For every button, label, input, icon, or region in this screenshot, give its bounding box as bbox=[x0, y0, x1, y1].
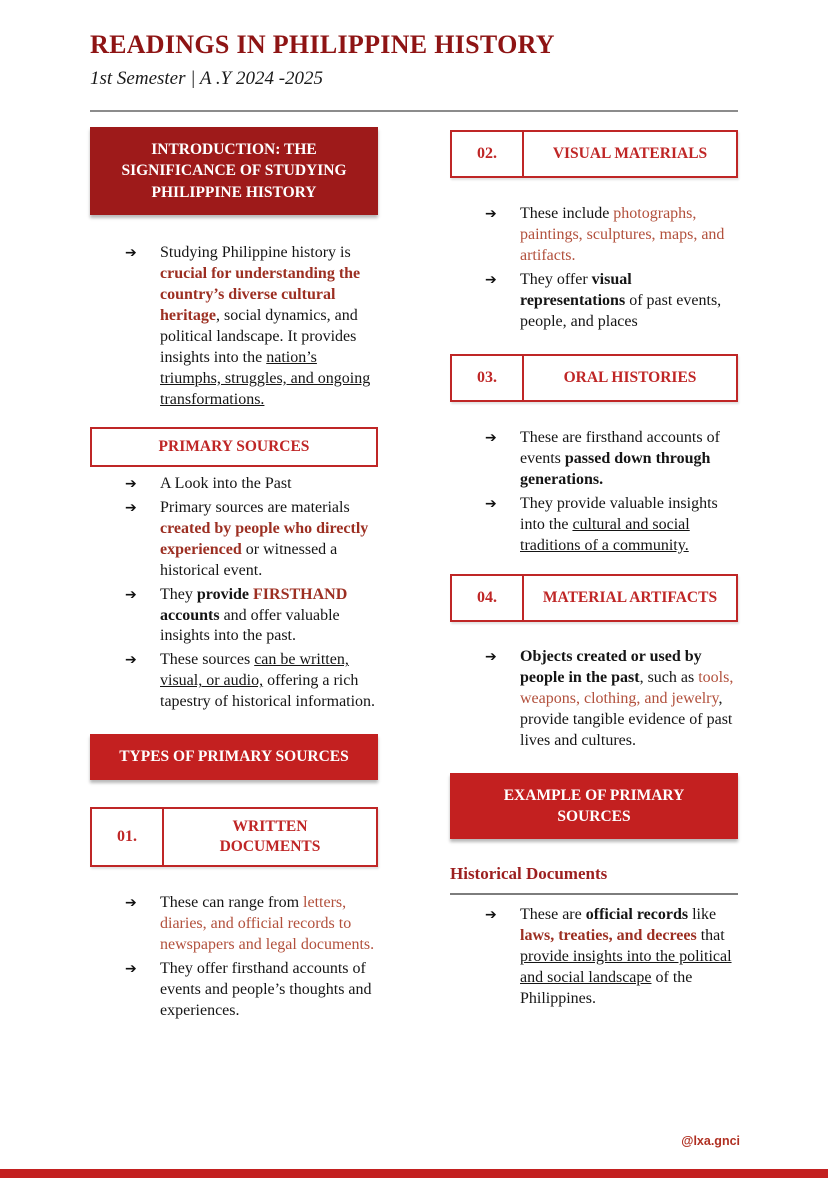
bullet-item bbox=[485, 905, 738, 1010]
arrow-bullet-icon: ➔ bbox=[485, 907, 497, 924]
bullet-text: These can range from letters, diaries, and official records to newspapers and legal documents. bbox=[160, 893, 375, 953]
bullet-text: They offer visual representations of past events, people, and places bbox=[520, 271, 722, 330]
bullet-item bbox=[485, 647, 738, 752]
bullet-item bbox=[125, 585, 378, 648]
content-columns bbox=[0, 112, 828, 1025]
bullet-item bbox=[125, 498, 378, 582]
oral-histories-number: 03. bbox=[452, 356, 524, 400]
material-artifacts-box bbox=[450, 574, 738, 622]
arrow-bullet-icon: ➔ bbox=[125, 586, 137, 603]
arrow-bullet-icon: ➔ bbox=[485, 272, 497, 288]
bottom-red-bar bbox=[0, 1169, 828, 1178]
bullet-text: Studying Philippine history is crucial for understanding the country’s diverse cultural heritage, social dynamics, and political landscape. It provides insights into the nation’s triumphs, struggles, and ongoing transformations. bbox=[160, 244, 371, 408]
visual-materials-label: VISUAL MATERIALS bbox=[552, 145, 708, 162]
bullet-item bbox=[485, 270, 738, 333]
visual-materials-box bbox=[450, 130, 738, 178]
historical-documents-heading: Historical Documents bbox=[450, 864, 608, 884]
example-banner: EXAMPLE OF PRIMARY SOURCES bbox=[450, 773, 738, 840]
bullet-text: Objects created or used by people in the past, such as tools, weapons, clothing, and jewelry, provide tangible evidence of past lives and cultures. bbox=[520, 647, 734, 749]
intro-bullets bbox=[90, 243, 378, 411]
arrow-bullet-icon: ➔ bbox=[125, 894, 137, 911]
material-artifacts-number: 04. bbox=[452, 576, 524, 620]
written-documents-box bbox=[90, 807, 378, 867]
written-documents-bullets bbox=[90, 893, 378, 1022]
arrow-bullet-icon: ➔ bbox=[485, 495, 497, 512]
material-artifacts-label: MATERIAL ARTIFACTS bbox=[542, 588, 718, 606]
bullet-text: They provide valuable insights into the cultural and social traditions of a community. bbox=[520, 494, 718, 554]
primary-sources-header: PRIMARY SOURCES bbox=[90, 427, 378, 467]
credit-handle: @lxa.gnci bbox=[681, 1134, 740, 1148]
oral-histories-box bbox=[450, 354, 738, 402]
written-documents-number: 01. bbox=[92, 809, 164, 865]
page-subtitle: 1st Semester | A .Y 2024 -2025 bbox=[90, 68, 324, 89]
bullet-item bbox=[485, 204, 738, 267]
written-documents-label: WRITTEN DOCUMENTS bbox=[219, 817, 321, 855]
bullet-item bbox=[485, 428, 738, 491]
bullet-text: These sources can be written, visual, or audio, offering a rich tapestry of historical information. bbox=[160, 651, 376, 711]
page-title: READINGS IN PHILIPPINE HISTORY bbox=[90, 30, 555, 59]
bullet-text: These include photographs, paintings, sculptures, maps, and artifacts. bbox=[520, 205, 725, 265]
arrow-bullet-icon: ➔ bbox=[485, 648, 497, 665]
types-banner: TYPES OF PRIMARY SOURCES bbox=[90, 734, 378, 779]
oral-histories-label: ORAL HISTORIES bbox=[563, 368, 697, 386]
bullet-text: These are firsthand accounts of events passed down through generations. bbox=[520, 429, 720, 488]
bullet-item bbox=[125, 243, 378, 411]
bullet-item bbox=[485, 494, 738, 557]
oral-histories-bullets bbox=[450, 428, 738, 557]
arrow-bullet-icon: ➔ bbox=[125, 499, 137, 516]
bullet-item bbox=[125, 893, 378, 956]
bullet-text: A Look into the Past bbox=[160, 474, 292, 492]
bullet-item bbox=[125, 474, 378, 495]
bullet-text: These are official records like laws, treaties, and decrees that provide insights into the political and social landscape of the Philippines. bbox=[520, 906, 732, 1008]
page-header bbox=[0, 0, 828, 112]
arrow-bullet-icon: ➔ bbox=[125, 245, 137, 262]
arrow-bullet-icon: ➔ bbox=[485, 206, 497, 223]
visual-materials-number: 02. bbox=[452, 132, 524, 176]
arrow-bullet-icon: ➔ bbox=[485, 430, 497, 446]
example-divider bbox=[450, 893, 738, 895]
material-artifacts-bullets bbox=[450, 647, 738, 752]
bullet-item bbox=[125, 959, 378, 1022]
visual-materials-bullets bbox=[450, 204, 738, 333]
bullet-text: They offer firsthand accounts of events and people’s thoughts and experiences. bbox=[160, 959, 372, 1019]
bullet-text: Primary sources are materials created by people who directly experienced or witnessed a historical event. bbox=[160, 498, 369, 579]
intro-banner: INTRODUCTION: THE SIGNIFICANCE OF STUDYING PHILIPPINE HISTORY bbox=[90, 127, 378, 215]
right-column bbox=[450, 112, 738, 1013]
bullet-item bbox=[125, 650, 378, 713]
arrow-bullet-icon: ➔ bbox=[125, 960, 137, 977]
primary-sources-bullets bbox=[90, 474, 378, 714]
bullet-text: They provide FIRSTHAND accounts and offer valuable insights into the past. bbox=[160, 585, 348, 645]
left-column bbox=[90, 112, 378, 1025]
arrow-bullet-icon: ➔ bbox=[125, 475, 137, 492]
arrow-bullet-icon: ➔ bbox=[125, 652, 137, 669]
example-bullets bbox=[450, 905, 738, 1010]
